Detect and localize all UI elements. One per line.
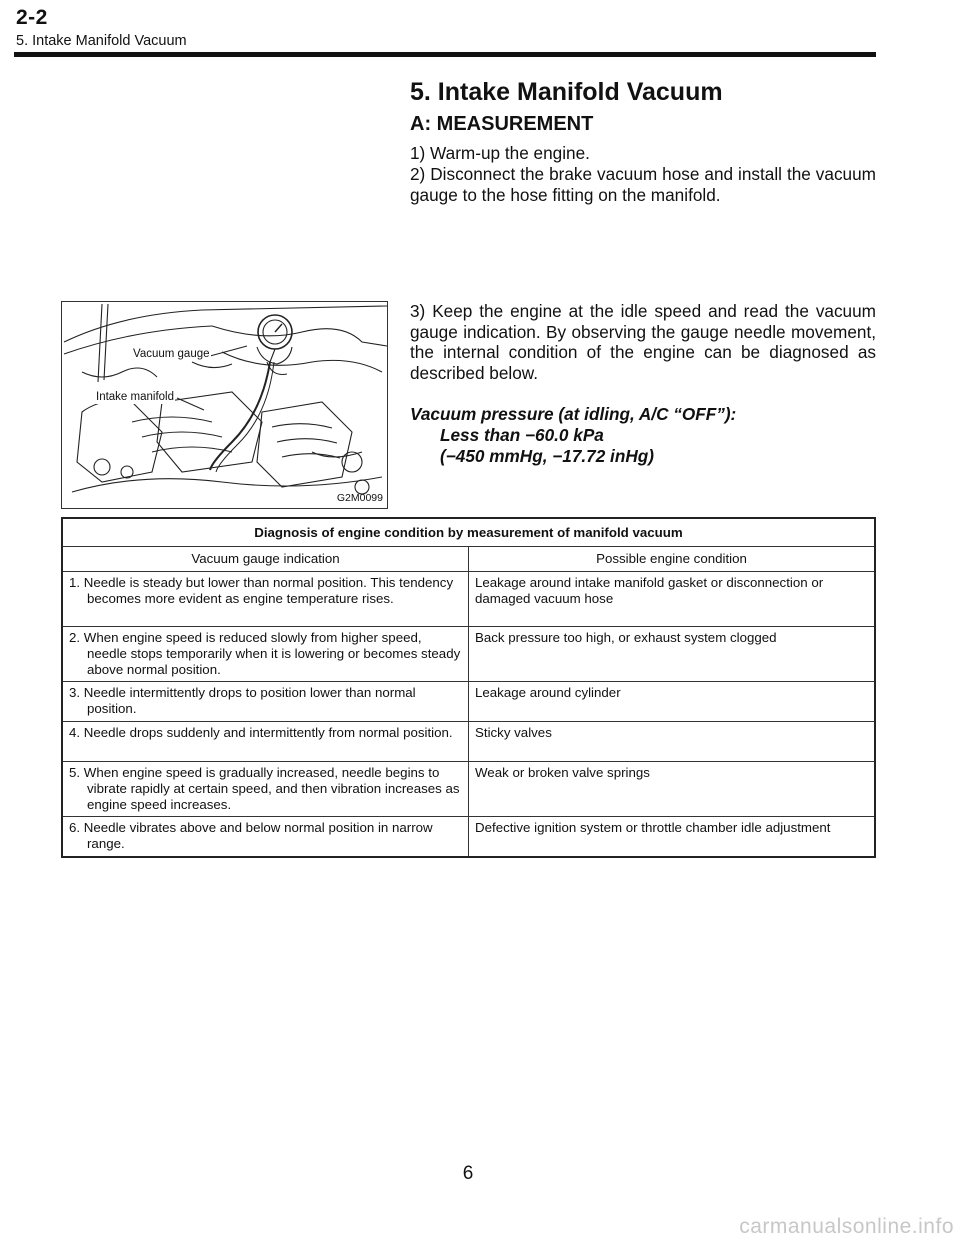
indication-text: 4. Needle drops suddenly and intermittently from normal position. [69, 725, 453, 740]
vacuum-gauge-label: Vacuum gauge [133, 348, 210, 360]
table-row [62, 762, 875, 817]
step-2: 2) Disconnect the brake vacuum hose and install the vacuum gauge to the hose fitting on the manifold. [410, 164, 876, 205]
engine-bay-illustration [62, 302, 387, 508]
table-row [62, 722, 875, 762]
indication-text: 1. Needle is steady but lower than normal position. This tendency becomes more evident as engine temperature rises. [69, 575, 454, 606]
intake-manifold-label: Intake manifold [96, 391, 174, 403]
condition-cell: Weak or broken valve springs [469, 762, 876, 817]
step-1: 1) Warm-up the engine. [410, 143, 590, 163]
spec-alt-units: (−450 mmHg, −17.72 inHg) [440, 446, 654, 466]
table-row [62, 572, 875, 627]
condition-cell: Back pressure too high, or exhaust system clogged [469, 627, 876, 682]
watermark: carmanualsonline.info [739, 1215, 954, 1238]
table-row [62, 682, 875, 722]
indication-cell [62, 627, 469, 682]
engine-bay-figure [61, 301, 388, 509]
page-title: 5. Intake Manifold Vacuum [410, 78, 723, 106]
table-row [62, 627, 875, 682]
indication-text: 3. Needle intermittently drops to position lower than normal position. [69, 685, 416, 716]
step-3: 3) Keep the engine at the idle speed and read the vacuum gauge indication. By observing the gauge needle movement, the internal condition of the engine can be diagnosed as described below. [410, 301, 876, 383]
condition-cell: Sticky valves [469, 722, 876, 762]
column-header-condition: Possible engine condition [469, 547, 876, 572]
page-number: 6 [462, 1163, 474, 1184]
indication-text: 5. When engine speed is gradually increased, needle begins to vibrate rapidly at certain speed, and then vibration increases as engine speed increases. [69, 765, 460, 812]
section-number: 2-2 [16, 6, 48, 29]
indication-text: 6. Needle vibrates above and below normal position in narrow range. [69, 820, 433, 851]
condition-cell: Leakage around cylinder [469, 682, 876, 722]
indication-cell [62, 817, 469, 858]
section-title: 5. Intake Manifold Vacuum [16, 33, 187, 49]
figure-code: G2M0099 [336, 492, 383, 504]
indication-cell [62, 722, 469, 762]
column-header-indication: Vacuum gauge indication [62, 547, 469, 572]
header-rule [14, 52, 876, 57]
diagnosis-table [61, 517, 876, 858]
indication-text: 2. When engine speed is reduced slowly from higher speed, needle stops temporarily when it is lowering or becomes steady above normal position. [69, 630, 461, 677]
condition-cell: Defective ignition system or throttle chamber idle adjustment [469, 817, 876, 858]
condition-cell: Leakage around intake manifold gasket or disconnection or damaged vacuum hose [469, 572, 876, 627]
page-subtitle: A: MEASUREMENT [410, 113, 594, 135]
spec-value: Less than −60.0 kPa [440, 425, 604, 445]
indication-cell [62, 682, 469, 722]
spec-label: Vacuum pressure (at idling, A/C “OFF”): [410, 404, 737, 424]
indication-cell [62, 572, 469, 627]
indication-cell [62, 762, 469, 817]
table-caption: Diagnosis of engine condition by measurement of manifold vacuum [62, 518, 875, 547]
table-row [62, 817, 875, 858]
